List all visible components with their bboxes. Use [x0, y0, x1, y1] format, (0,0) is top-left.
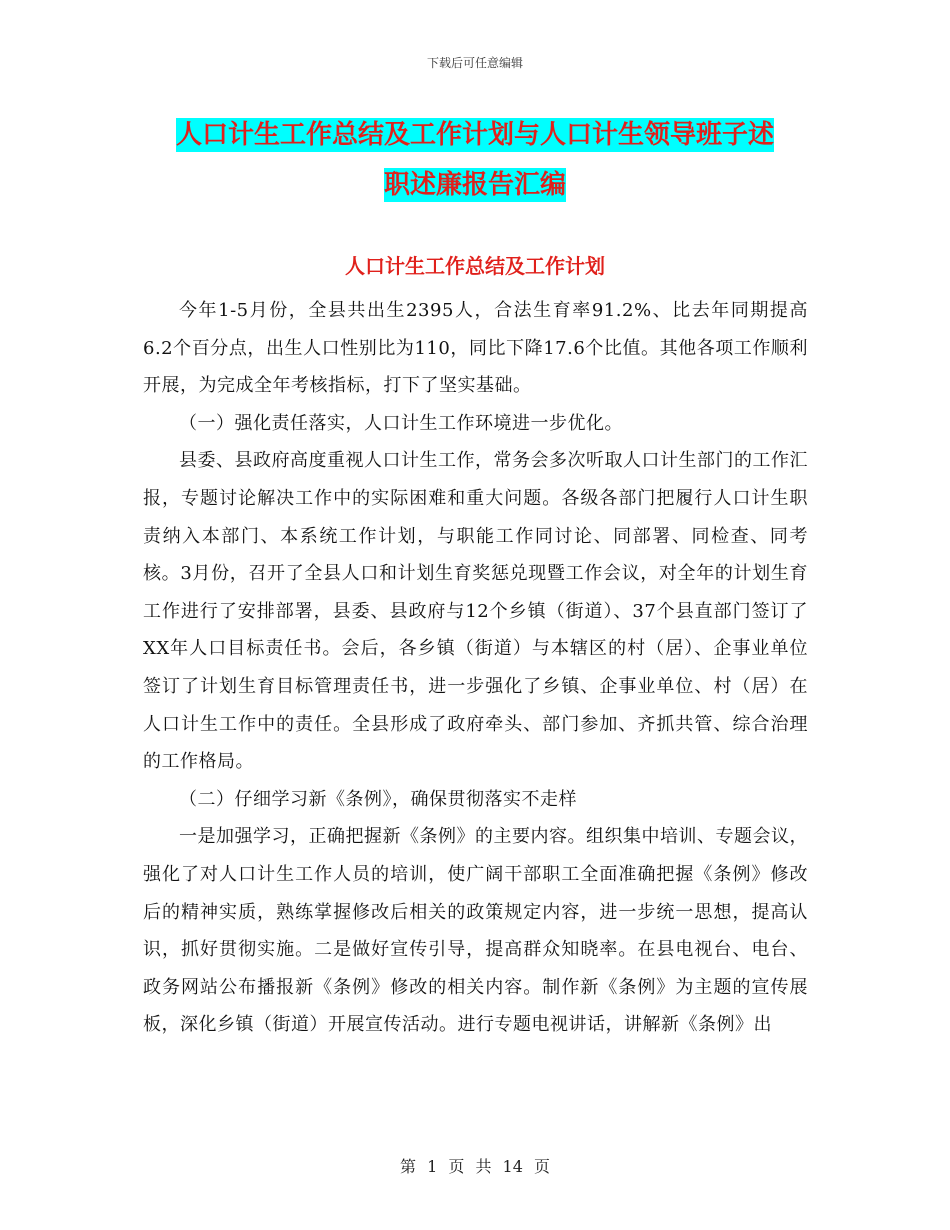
- section-title: 人口计生工作总结及工作计划: [345, 254, 605, 278]
- paragraph-heading-1: （一）强化责任落实，人口计生工作环境进一步优化。: [179, 412, 623, 434]
- paragraph-summary: 今年1-5月份，全县共出生2395人，合法生育率91.2%、比去年同期提高6.2个百分点，出生人口性别比为110，同比下降17.6个比值。其他各项工作顺利开展，为完成全年考核指标，打下了坚实基础。: [143, 300, 808, 397]
- paragraph-responsibility: 县委、县政府高度重视人口计生工作，常务会多次听取人口计生部门的工作汇报，专题讨论解决工作中的实际困难和重大问题。各级各部门把履行人口计生职责纳入本部门、本系统工作计划，与职能工作同讨论、同部署、同检查、同考核。3月份，召开了全县人口和计划生育奖惩兑现暨工作会议，对全年的计划生育工作进行了安排部署，县委、县政府与12个乡镇（街道）、37个县直部门签订了XX年人口目标责任书。会后，各乡镇（街道）与本辖区的村（居）、企事业单位签订了计划生育目标管理责任书，进一步强化了乡镇、企事业单位、村（居）在人口计生工作中的责任。全县形成了政府牵头、部门参加、齐抓共管、综合治理的工作格局。: [143, 450, 808, 773]
- body-text: [143, 292, 808, 1044]
- document-title: [150, 110, 800, 210]
- document-title-line-2: 职述廉报告汇编: [383, 170, 566, 200]
- page-footer: 第 1 页 共 14 页: [400, 1157, 550, 1176]
- document-title-line-1: 人口计生工作总结及工作计划与人口计生领导班子述: [175, 120, 774, 150]
- header-note: 下载后可任意编辑: [426, 56, 523, 70]
- paragraph-study: 一是加强学习，正确把握新《条例》的主要内容。组织集中培训、专题会议，强化了对人口计生工作人员的培训，使广阔干部职工全面准确把握《条例》修改后的精神实质，熟练掌握修改后相关的政策规定内容，进一步统一思想，提高认识，抓好贯彻实施。二是做好宣传引导，提高群众知晓率。在县电视台、电台、政务网站公布播报新《条例》修改的相关内容。制作新《条例》为主题的宣传展板，深化乡镇（街道）开展宣传活动。进行专题电视讲话，讲解新《条例》出: [143, 826, 808, 1036]
- paragraph-heading-2: （二）仔细学习新《条例》，确保贯彻落实不走样: [179, 788, 577, 810]
